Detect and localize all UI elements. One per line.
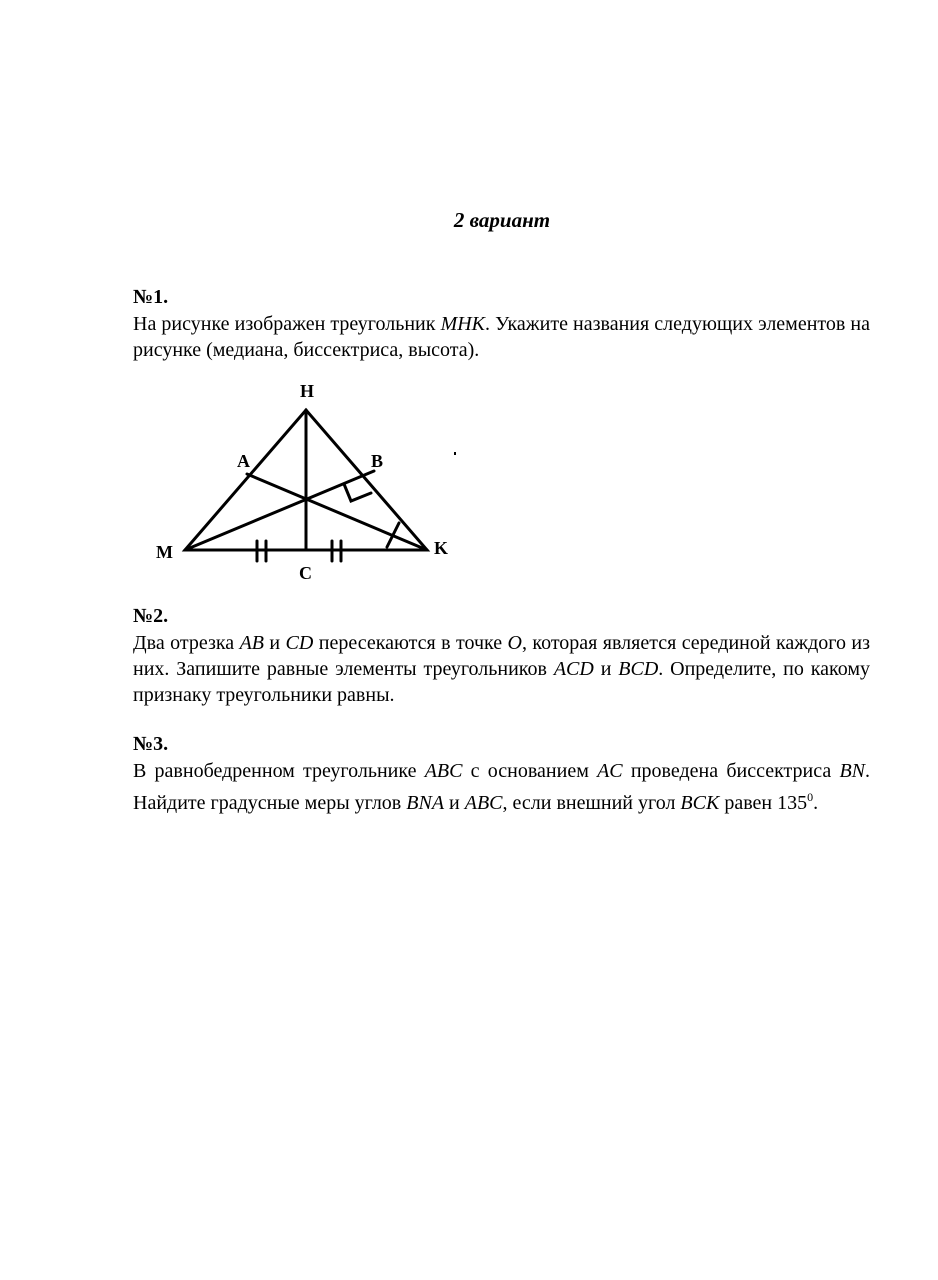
angle-bna: BNA: [406, 792, 445, 814]
triangle-mhk-figure: [140, 370, 480, 590]
angle-bck: BCK: [680, 792, 720, 814]
task-2-text-part: и: [593, 658, 619, 680]
right-angle-mark: [344, 484, 371, 501]
task-1-heading: №1.: [133, 286, 169, 308]
degree-superscript: 0: [807, 790, 814, 804]
task-3-text-part: .: [813, 792, 819, 814]
task-1-triangle-name: MHK: [440, 313, 486, 335]
task-3-text-part: В равнобедренном треугольнике: [133, 760, 425, 782]
angle-abc: ABC: [464, 792, 503, 814]
stray-dot: [454, 452, 456, 455]
segment-cd: CD: [285, 632, 314, 654]
label-c: C: [299, 563, 312, 583]
label-b: B: [371, 451, 384, 471]
label-m: M: [156, 542, 173, 562]
task-3-text-part: и: [444, 792, 465, 814]
task-3-heading: №3.: [133, 733, 169, 755]
task-3-text-part: проведена биссектриса: [622, 760, 840, 782]
task-1-text-part: . Укажите названия следующих элементов на рисунке (медиана, биссектриса, высота).: [133, 313, 871, 361]
label-k: K: [434, 538, 449, 558]
triangle-abc: ABC: [424, 760, 463, 782]
triangle-bcd: BCD: [618, 658, 659, 680]
task-2-text-part: . Определите, по какому признаку треугольники равны.: [133, 658, 870, 706]
task-3-text-part: равен 135: [719, 792, 808, 814]
task-1-text-part: На рисунке изображен треугольник: [133, 313, 441, 335]
base-ac: AC: [597, 760, 623, 782]
task-1-text: [133, 311, 870, 363]
task-2-text-part: и: [264, 632, 286, 654]
label-h: H: [300, 381, 315, 401]
segment-mb: [185, 471, 374, 550]
segment-ab: AB: [239, 632, 264, 654]
triangle-acd: ACD: [553, 658, 594, 680]
task-2-text-part: , которая является серединой каждого из них. Запишите равные элементы треугольников: [133, 632, 871, 680]
task-3-text: [133, 758, 870, 816]
task-2-text-part: пересекаются в точке: [313, 632, 508, 654]
task-3-text-part: , если внешний угол: [502, 792, 681, 814]
task-3-text-part: с основанием: [462, 760, 598, 782]
bisector-bn: BN: [839, 760, 866, 782]
point-o: O: [507, 632, 522, 654]
task-2-text-part: Два отрезка: [133, 632, 240, 654]
label-a: A: [237, 451, 250, 471]
task-2-heading: №2.: [133, 605, 169, 627]
variant-title: 2 вариант: [453, 208, 551, 232]
task-2-text: [133, 630, 870, 708]
task-3-text-part: . Найдите градусные меры углов: [133, 760, 871, 814]
